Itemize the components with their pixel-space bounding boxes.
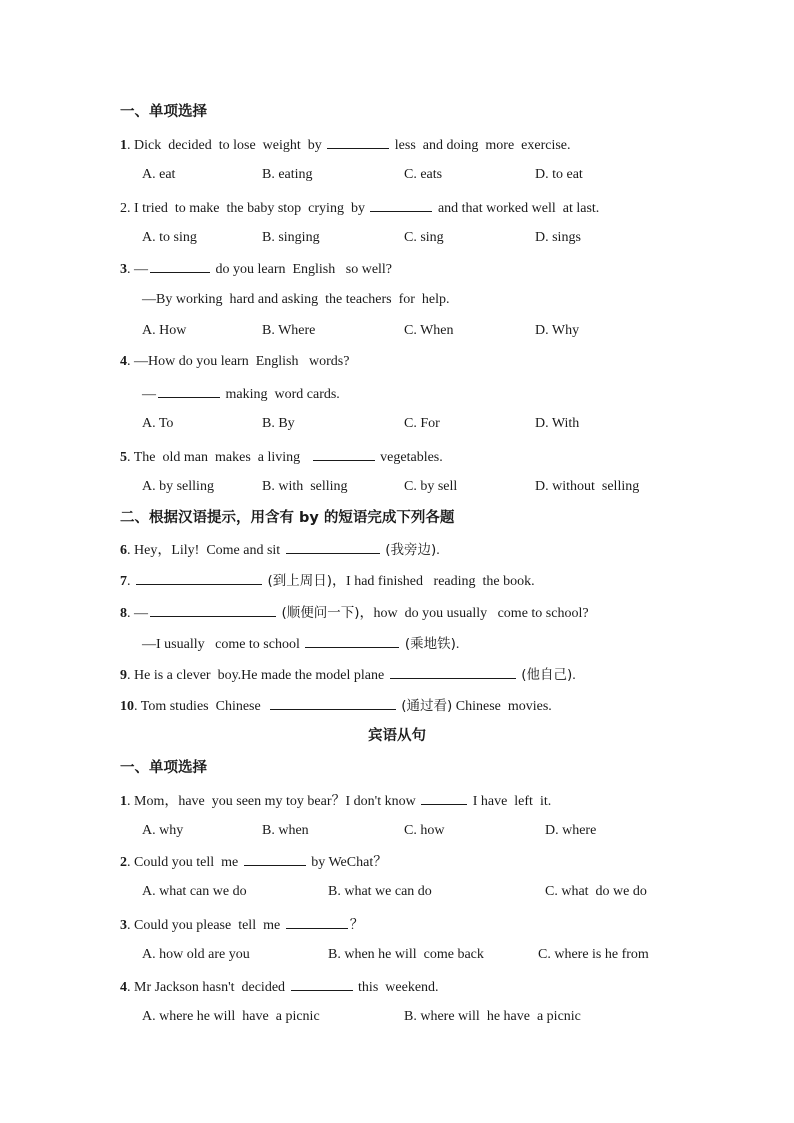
answer-blank[interactable] (158, 383, 220, 398)
option-a[interactable]: A. How (142, 323, 187, 338)
question-1: 1. Dick decided to lose weight by less and doing more exercise. (120, 134, 571, 154)
section-title: 宾语从句 (368, 728, 426, 744)
answer-blank[interactable] (327, 134, 389, 149)
option-b[interactable]: B. eating (262, 167, 313, 182)
section-heading: 一、单项选择 (120, 104, 207, 120)
answer-blank[interactable] (150, 258, 210, 273)
option-d[interactable]: D. to eat (535, 167, 583, 182)
option-c[interactable]: C. where is he from (538, 947, 649, 962)
answer-blank[interactable] (291, 976, 353, 991)
question-2: 2. Could you tell me by WeChat？ (120, 851, 387, 871)
option-b[interactable]: B. where will he have a picnic (404, 1009, 581, 1024)
section-heading: 一、单项选择 (120, 760, 207, 776)
question-5: 5. The old man makes a living vegetables. (120, 446, 443, 466)
answer-blank[interactable] (370, 197, 432, 212)
option-a[interactable]: A. eat (142, 167, 176, 182)
answer-blank[interactable] (244, 851, 306, 866)
option-b[interactable]: B. with selling (262, 479, 348, 494)
question-7: 7. (到上周日)，I had finished reading the book. (120, 570, 535, 590)
option-d[interactable]: D. where (545, 823, 597, 838)
answer-blank[interactable] (313, 446, 375, 461)
option-b[interactable]: B. what we can do (328, 884, 432, 899)
answer-blank[interactable] (421, 790, 467, 805)
answer-blank[interactable] (136, 570, 262, 585)
option-c[interactable]: C. sing (404, 230, 444, 245)
question-1: 1. Mom，have you seen my toy bear？I don't know I have left it. (120, 790, 551, 810)
option-b[interactable]: B. when he will come back (328, 947, 484, 962)
option-a[interactable]: A. To (142, 416, 174, 431)
question-8-answer: —I usually come to school (乘地铁). (142, 633, 459, 653)
question-10: 10. Tom studies Chinese (通过看) Chinese movies. (120, 695, 552, 715)
option-a[interactable]: A. where he will have a picnic (142, 1009, 320, 1024)
option-b[interactable]: B. Where (262, 323, 316, 338)
answer-blank[interactable] (286, 539, 380, 554)
option-d[interactable]: D. sings (535, 230, 581, 245)
answer-blank[interactable] (286, 914, 348, 929)
answer-blank[interactable] (305, 633, 399, 648)
option-c[interactable]: C. For (404, 416, 440, 431)
question-4-answer: — making word cards. (142, 383, 340, 403)
option-c[interactable]: C. what do we do (545, 884, 647, 899)
section-heading: 二、根据汉语提示，用含有 by 的短语完成下列各题 (120, 510, 455, 526)
option-c[interactable]: C. When (404, 323, 454, 338)
option-b[interactable]: B. when (262, 823, 309, 838)
option-a[interactable]: A. what can we do (142, 884, 247, 899)
option-a[interactable]: A. to sing (142, 230, 197, 245)
option-d[interactable]: D. Why (535, 323, 580, 338)
option-d[interactable]: D. With (535, 416, 580, 431)
question-4: 4. —How do you learn English words? (120, 354, 350, 369)
answer-blank[interactable] (390, 664, 516, 679)
option-b[interactable]: B. singing (262, 230, 320, 245)
answer-blank[interactable] (270, 695, 396, 710)
question-4: 4. Mr Jackson hasn't decided this weekend. (120, 976, 439, 996)
question-8: 8. — (顺便问一下)，how do you usually come to school? (120, 602, 589, 622)
answer-blank[interactable] (150, 602, 276, 617)
option-a[interactable]: A. how old are you (142, 947, 250, 962)
option-c[interactable]: C. eats (404, 167, 443, 182)
question-3: 3. Could you please tell me ？ (120, 914, 364, 934)
question-3: 3. — do you learn English so well? (120, 258, 392, 278)
option-a[interactable]: A. why (142, 823, 184, 838)
question-3-answer: —By working hard and asking the teachers for help. (142, 292, 450, 307)
option-a[interactable]: A. by selling (142, 479, 214, 494)
question-9: 9. He is a clever boy.He made the model plane (他自己). (120, 664, 576, 684)
question-6: 6. Hey，Lily! Come and sit (我旁边). (120, 539, 440, 559)
question-2: 2. I tried to make the baby stop crying by and that worked well at last. (120, 197, 599, 217)
option-d[interactable]: D. without selling (535, 479, 640, 494)
option-b[interactable]: B. By (262, 416, 295, 431)
option-c[interactable]: C. by sell (404, 479, 458, 494)
option-c[interactable]: C. how (404, 823, 445, 838)
